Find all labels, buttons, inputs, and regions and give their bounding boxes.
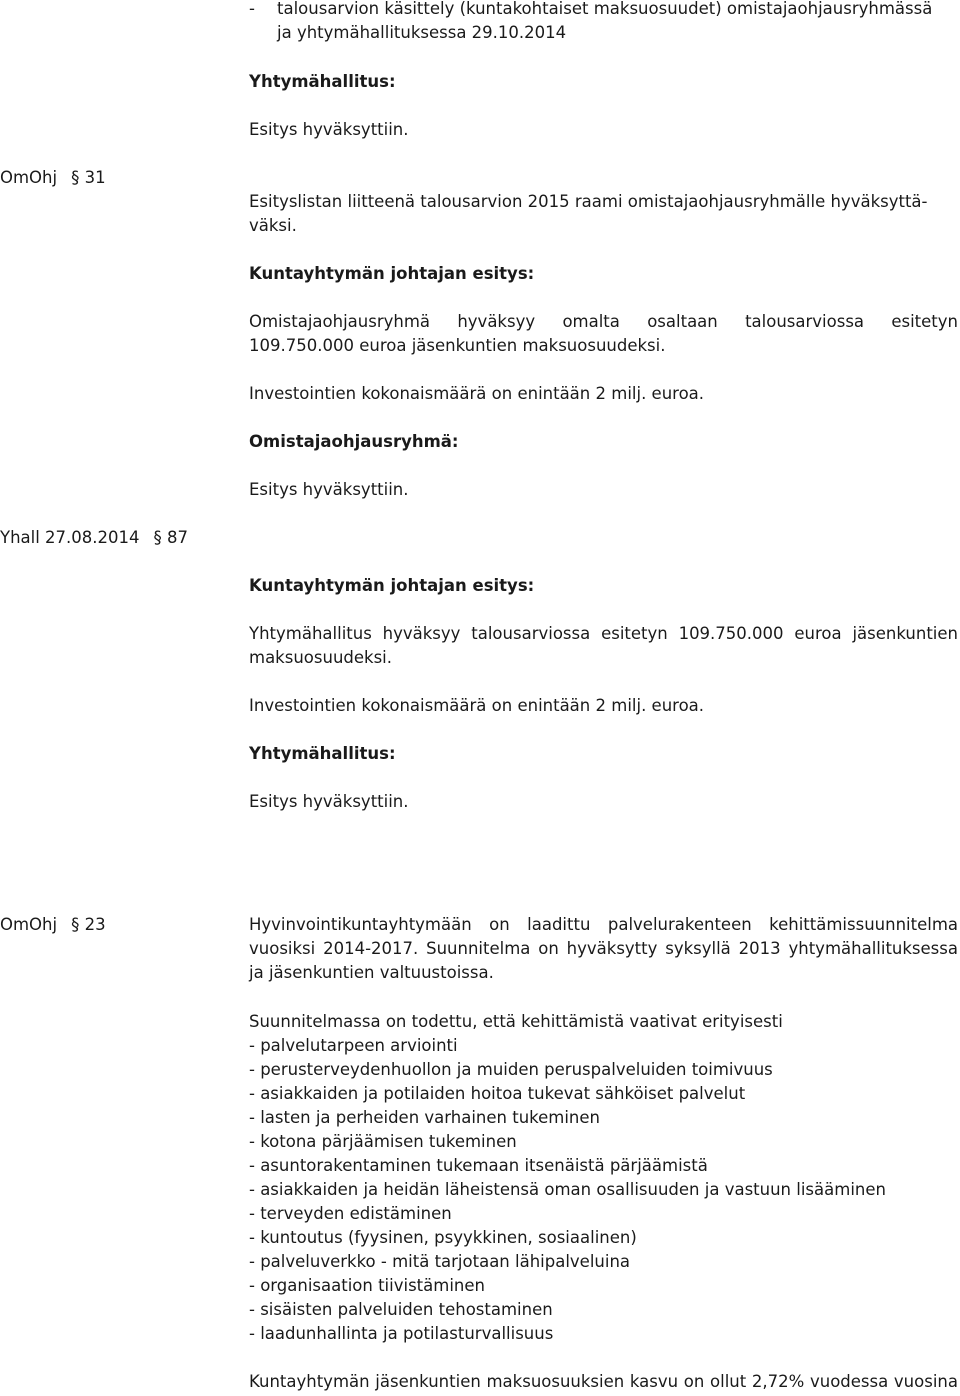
paragraph-line3: ja jäsenkuntien valtuustoissa.	[249, 963, 494, 982]
decision-heading: Yhtymähallitus:	[249, 744, 396, 763]
decision-heading: Omistajaohjausryhmä:	[249, 432, 459, 451]
list-item: - asuntorakentaminen tukemaan itsenäistä pärjäämistä	[249, 1156, 708, 1175]
list-item: - sisäisten palveluiden tehostaminen	[249, 1300, 553, 1319]
section-org: OmOhj	[0, 915, 58, 934]
proposal-line1: Yhtymähallitus hyväksyy talousarviossa esitetyn 109.750.000 euroa jäsenkuntien	[249, 624, 958, 643]
proposal-heading: Kuntayhtymän johtajan esitys:	[249, 576, 535, 595]
proposal-line2: 109.750.000 euroa jäsenkuntien maksuosuudeksi.	[249, 336, 666, 355]
list-item: - kuntoutus (fyysinen, psyykkinen, sosiaalinen)	[249, 1228, 637, 1247]
list-item: - palveluverkko - mitä tarjotaan lähipalveluina	[249, 1252, 631, 1271]
proposal-line2: maksuosuudeksi.	[249, 648, 393, 667]
top-item-dash: -	[249, 0, 255, 18]
list-item: - lasten ja perheiden varhainen tukeminen	[249, 1108, 600, 1127]
list-item: - kotona pärjäämisen tukeminen	[249, 1132, 517, 1151]
proposal-line1: Omistajaohjausryhmä hyväksyy omalta osaltaan talousarviossa esitetyn	[249, 312, 958, 331]
list-item: - palvelutarpeen arviointi	[249, 1036, 458, 1055]
list-item: - asiakkaiden ja heidän läheistensä oman osallisuuden ja vastuun lisääminen	[249, 1180, 886, 1199]
section-label	[0, 526, 188, 550]
proposal-heading: Kuntayhtymän johtajan esitys:	[249, 264, 535, 283]
section-label	[0, 166, 106, 190]
list-intro: Suunnitelmassa on todettu, että kehittämistä vaativat erityisesti	[249, 1012, 783, 1031]
paragraph-line1: Hyvinvointikuntayhtymään on laadittu palvelurakenteen kehittämissuunnitelma	[249, 915, 958, 934]
section-label	[0, 913, 106, 937]
decision-text: Esitys hyväksyttiin.	[249, 792, 409, 811]
section-number: § 23	[71, 915, 106, 934]
section-number: § 87	[153, 528, 189, 547]
list-item: - perusterveydenhuollon ja muiden peruspalveluiden toimivuus	[249, 1060, 773, 1079]
block1-heading: Yhtymähallitus:	[249, 72, 396, 91]
section-org: OmOhj	[0, 168, 58, 187]
list-item: - laadunhallinta ja potilasturvallisuus	[249, 1324, 554, 1343]
investments-text: Investointien kokonaismäärä on enintään 2 milj. euroa.	[249, 384, 705, 403]
agenda-line2: väksi.	[249, 216, 297, 235]
list-item: - terveyden edistäminen	[249, 1204, 452, 1223]
top-item-line1: talousarvion käsittely (kuntakohtaiset maksuosuudet) omistajaohjausryhmässä	[277, 0, 933, 18]
section-number: § 31	[71, 168, 106, 187]
decision-text: Esitys hyväksyttiin.	[249, 480, 409, 499]
investments-text: Investointien kokonaismäärä on enintään 2 milj. euroa.	[249, 696, 705, 715]
paragraph-line2: vuosiksi 2014-2017. Suunnitelma on hyväksytty syksyllä 2013 yhtymähallituksessa	[249, 939, 958, 958]
top-item-line2: ja yhtymähallituksessa 29.10.2014	[277, 23, 567, 42]
block1-decision: Esitys hyväksyttiin.	[249, 120, 409, 139]
list-item: - asiakkaiden ja potilaiden hoitoa tukevat sähköiset palvelut	[249, 1084, 746, 1103]
section-org: Yhall 27.08.2014	[0, 528, 140, 547]
agenda-line1: Esityslistan liitteenä talousarvion 2015 raami omistajaohjausryhmälle hyväksyttä-	[249, 192, 928, 211]
list-item: - organisaation tiivistäminen	[249, 1276, 485, 1295]
last-line: Kuntayhtymän jäsenkuntien maksuosuuksien kasvu on ollut 2,72% vuodessa vuosina	[249, 1372, 958, 1391]
